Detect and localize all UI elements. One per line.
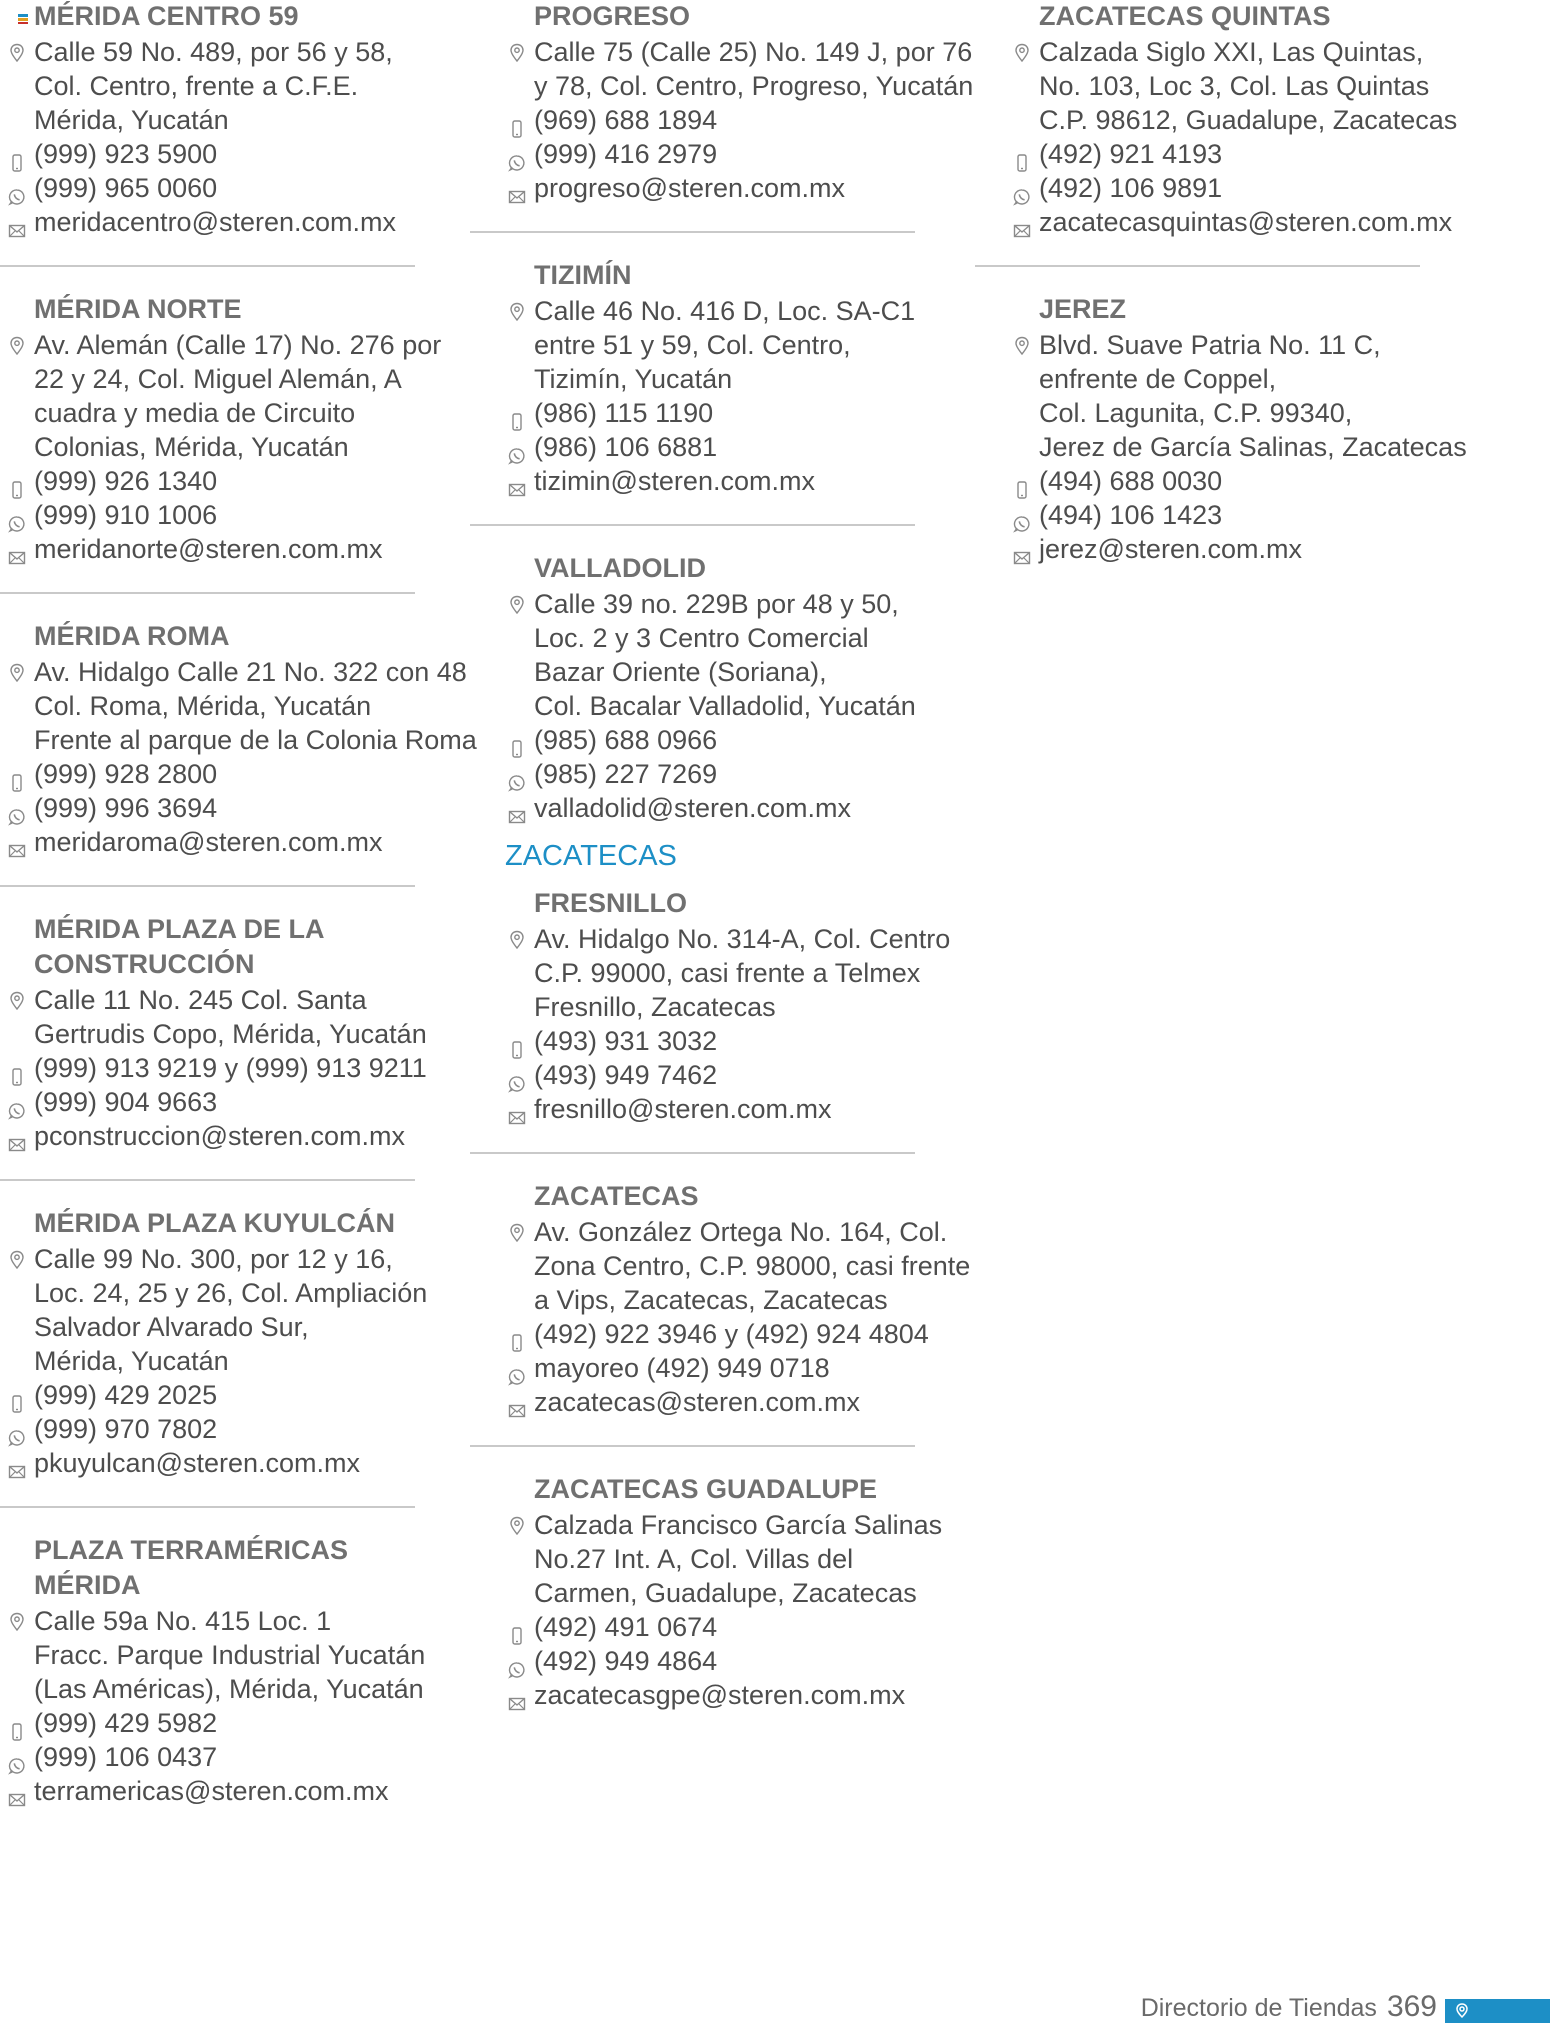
email-icon: [8, 1128, 26, 1146]
divider: [470, 1445, 915, 1447]
whatsapp-icon: [508, 1360, 526, 1378]
phone-number-text: (969) 688 1894: [534, 105, 718, 135]
phone-number-text: (999) 429 2025: [34, 1380, 218, 1410]
whatsapp-number-text: (986) 106 6881: [534, 432, 718, 462]
phone-number[interactable]: [34, 1378, 470, 1412]
phone-number-text: (493) 931 3032: [534, 1026, 718, 1056]
email-link[interactable]: [34, 205, 470, 239]
store-entry: [1005, 293, 1485, 566]
address-line: Calle 46 No. 416 D, Loc. SA-C1: [534, 296, 916, 326]
store-name: ZACATECAS: [534, 1181, 699, 1211]
store-entry: [500, 1180, 980, 1419]
address-line: Calle 59a No. 415 Loc. 1: [34, 1606, 332, 1636]
whatsapp-number-text: (999) 416 2979: [534, 139, 718, 169]
store-name: MÉRIDA PLAZA DE LA: [34, 914, 325, 944]
phone-number[interactable]: [534, 396, 980, 430]
phone-number[interactable]: [34, 1051, 470, 1085]
email-link[interactable]: [534, 791, 980, 825]
address-line: enfrente de Coppel,: [1039, 364, 1277, 394]
whatsapp-number-text: (999) 910 1006: [34, 500, 218, 530]
store-name: MÉRIDA CENTRO 59: [34, 1, 299, 31]
email-link-text: fresnillo@steren.com.mx: [534, 1094, 832, 1124]
whatsapp-number-text: (999) 904 9663: [34, 1087, 218, 1117]
whatsapp-number[interactable]: [534, 137, 980, 171]
store-name: MÉRIDA ROMA: [34, 621, 230, 651]
address-line: 22 y 24, Col. Miguel Alemán, A: [34, 364, 402, 394]
store-address: [534, 1508, 980, 1610]
location-pin-icon: [8, 663, 26, 683]
phone-number[interactable]: [1039, 464, 1485, 498]
store-entry: [500, 552, 980, 825]
email-link[interactable]: [1039, 205, 1485, 239]
address-line: Loc. 24, 25 y 26, Col. Ampliación: [34, 1278, 428, 1308]
address-line: Calle 11 No. 245 Col. Santa: [34, 985, 367, 1015]
phone-number[interactable]: [34, 1706, 470, 1740]
divider: [470, 1152, 915, 1154]
address-line: a Vips, Zacatecas, Zacatecas: [534, 1285, 888, 1315]
email-icon: [508, 1687, 526, 1705]
email-icon: [8, 1455, 26, 1473]
location-pin-icon: [508, 595, 526, 615]
store-name: MÉRIDA NORTE: [34, 294, 242, 324]
email-link-text: zacatecasquintas@steren.com.mx: [1039, 207, 1453, 237]
email-icon: [1013, 214, 1031, 232]
location-pin-icon: [508, 1223, 526, 1243]
phone-icon: [508, 112, 526, 130]
phone-number[interactable]: [534, 723, 980, 757]
whatsapp-number-text: (999) 106 0437: [34, 1742, 218, 1772]
address-line: Av. Hidalgo No. 314-A, Col. Centro: [534, 924, 951, 954]
address-line: Calle 39 no. 229B por 48 y 50,: [534, 589, 899, 619]
store-name: ZACATECAS GUADALUPE: [534, 1474, 877, 1504]
divider: [470, 231, 915, 233]
whatsapp-icon: [1013, 507, 1031, 525]
phone-number[interactable]: [34, 137, 470, 171]
address-line: Col. Centro, frente a C.F.E.: [34, 71, 359, 101]
address-line: Fracc. Parque Industrial Yucatán: [34, 1640, 426, 1670]
phone-number-text: (492) 921 4193: [1039, 139, 1223, 169]
store-address: [1039, 35, 1485, 137]
whatsapp-icon: [1013, 180, 1031, 198]
email-link[interactable]: [534, 464, 980, 498]
location-pin-icon: [1013, 336, 1031, 356]
phone-icon: [508, 1326, 526, 1344]
whatsapp-number-text: (494) 106 1423: [1039, 500, 1223, 530]
address-line: y 78, Col. Centro, Progreso, Yucatán: [534, 71, 974, 101]
page-footer: [1141, 1983, 1550, 2023]
address-line: (Las Américas), Mérida, Yucatán: [34, 1674, 424, 1704]
phone-number-text: (492) 491 0674: [534, 1612, 718, 1642]
location-pin-icon: [508, 43, 526, 63]
phone-icon: [8, 1715, 26, 1733]
column-1: [0, 0, 477, 1808]
location-pin-icon: [1453, 2002, 1471, 2020]
email-link[interactable]: [1039, 532, 1485, 566]
location-pin-icon: [8, 336, 26, 356]
address-line: Calle 59 No. 489, por 56 y 58,: [34, 37, 393, 67]
store-entry: [0, 913, 470, 1153]
address-line: Salvador Alvarado Sur,: [34, 1312, 309, 1342]
divider: [470, 524, 915, 526]
store-address: [534, 922, 980, 1024]
address-line: cuadra y media de Circuito: [34, 398, 356, 428]
phone-number-text: (999) 429 5982: [34, 1708, 218, 1738]
store-name: PLAZA TERRAMÉRICAS: [34, 1535, 348, 1565]
email-icon: [8, 214, 26, 232]
whatsapp-number[interactable]: [1039, 498, 1485, 532]
whatsapp-icon: [8, 180, 26, 198]
email-icon: [8, 834, 26, 852]
store-entry: [0, 1534, 470, 1808]
address-line: Fresnillo, Zacatecas: [534, 992, 776, 1022]
whatsapp-number-text: (492) 949 4864: [534, 1646, 718, 1676]
whatsapp-number[interactable]: [534, 430, 980, 464]
store-entry: [0, 620, 477, 859]
whatsapp-number-text: (985) 227 7269: [534, 759, 718, 789]
address-line: Colonias, Mérida, Yucatán: [34, 432, 349, 462]
location-pin-icon: [508, 930, 526, 950]
phone-icon: [508, 1033, 526, 1051]
location-pin-icon: [1013, 43, 1031, 63]
email-link-text: meridanorte@steren.com.mx: [34, 534, 383, 564]
store-entry: [0, 293, 470, 566]
divider: [0, 1506, 415, 1508]
phone-number[interactable]: [34, 464, 470, 498]
store-address: [34, 983, 470, 1051]
whatsapp-number[interactable]: [34, 1412, 470, 1446]
email-icon: [508, 180, 526, 198]
region-heading: ZACATECAS: [505, 840, 677, 872]
email-link[interactable]: [34, 532, 470, 566]
location-pin-icon: [8, 991, 26, 1011]
store-name-continued: CONSTRUCCIÓN: [34, 949, 255, 979]
phone-number[interactable]: [534, 1317, 980, 1351]
address-line: C.P. 98612, Guadalupe, Zacatecas: [1039, 105, 1458, 135]
phone-number-text: (494) 688 0030: [1039, 466, 1223, 496]
address-line: Zona Centro, C.P. 98000, casi frente: [534, 1251, 971, 1281]
address-line: Gertrudis Copo, Mérida, Yucatán: [34, 1019, 427, 1049]
email-icon: [508, 800, 526, 818]
phone-number-text: (999) 926 1340: [34, 466, 218, 496]
email-link[interactable]: [534, 1092, 980, 1126]
whatsapp-number[interactable]: [34, 171, 470, 205]
email-icon: [1013, 541, 1031, 559]
whatsapp-icon: [8, 1749, 26, 1767]
store-name: TIZIMÍN: [534, 260, 632, 290]
store-entry: [500, 887, 980, 1126]
footer-section-title: Directorio de Tiendas: [1140, 1994, 1377, 2022]
whatsapp-icon: [508, 1653, 526, 1671]
store-name: MÉRIDA PLAZA KUYULCÁN: [34, 1208, 395, 1238]
phone-icon: [8, 473, 26, 491]
phone-number-text: (985) 688 0966: [534, 725, 718, 755]
email-link-text: progreso@steren.com.mx: [534, 173, 846, 203]
divider: [0, 885, 415, 887]
phone-number[interactable]: [534, 1610, 980, 1644]
store-entry: [0, 1207, 470, 1480]
email-link[interactable]: [34, 825, 470, 859]
email-link-text: jerez@steren.com.mx: [1039, 534, 1302, 564]
address-line: Calzada Francisco García Salinas: [534, 1510, 943, 1540]
store-name: VALLADOLID: [534, 553, 706, 583]
phone-icon: [8, 1387, 26, 1405]
email-link-text: valladolid@steren.com.mx: [534, 793, 852, 823]
store-name: ZACATECAS QUINTAS: [1039, 1, 1331, 31]
location-pin-icon: [8, 43, 26, 63]
store-entry: [500, 259, 980, 498]
email-link[interactable]: [534, 1385, 980, 1419]
address-line: Av. González Ortega No. 164, Col.: [534, 1217, 948, 1247]
email-icon: [508, 1394, 526, 1412]
whatsapp-icon: [508, 766, 526, 784]
store-address: [34, 35, 470, 137]
store-entry: [500, 1473, 980, 1712]
address-line: Carmen, Guadalupe, Zacatecas: [534, 1578, 917, 1608]
address-line: No. 103, Loc 3, Col. Las Quintas: [1039, 71, 1430, 101]
whatsapp-icon: [508, 146, 526, 164]
phone-icon: [508, 1619, 526, 1637]
email-icon: [8, 541, 26, 559]
store-address: [534, 1215, 980, 1317]
whatsapp-number-text: mayoreo (492) 949 0718: [534, 1353, 830, 1383]
address-line: Calzada Siglo XXI, Las Quintas,: [1039, 37, 1424, 67]
page-number: 369: [1386, 1990, 1437, 2023]
store-name: FRESNILLO: [534, 888, 687, 918]
divider: [0, 1179, 415, 1181]
whatsapp-number-text: (493) 949 7462: [534, 1060, 718, 1090]
whatsapp-number[interactable]: [1039, 171, 1485, 205]
email-link[interactable]: [34, 1446, 470, 1480]
phone-number[interactable]: [1039, 137, 1485, 171]
phone-icon: [1013, 146, 1031, 164]
address-line: Calle 75 (Calle 25) No. 149 J, por 76: [534, 37, 973, 67]
email-link-text: meridaroma@steren.com.mx: [34, 827, 383, 857]
whatsapp-number[interactable]: [34, 498, 470, 532]
whatsapp-number[interactable]: [34, 1085, 470, 1119]
email-link-text: pconstruccion@steren.com.mx: [34, 1121, 406, 1151]
address-line: Col. Roma, Mérida, Yucatán: [34, 691, 372, 721]
whatsapp-number[interactable]: [34, 791, 470, 825]
column-2: [500, 0, 980, 1712]
phone-number[interactable]: [534, 103, 980, 137]
whatsapp-number[interactable]: [534, 1058, 980, 1092]
phone-icon: [1013, 473, 1031, 491]
email-link[interactable]: [534, 1678, 980, 1712]
store-entry: [0, 0, 470, 239]
address-line: Col. Bacalar Valladolid, Yucatán: [534, 691, 916, 721]
address-line: Blvd. Suave Patria No. 11 C,: [1039, 330, 1381, 360]
email-link[interactable]: [534, 171, 980, 205]
email-link[interactable]: [34, 1774, 470, 1808]
phone-number-text: (999) 913 9219 y (999) 913 9211: [34, 1053, 427, 1083]
divider: [0, 592, 415, 594]
phone-number-text: (999) 923 5900: [34, 139, 218, 169]
email-link[interactable]: [34, 1119, 470, 1153]
whatsapp-number[interactable]: [34, 1740, 470, 1774]
phone-icon: [8, 766, 26, 784]
address-line: Tizimín, Yucatán: [534, 364, 733, 394]
store-name: JEREZ: [1039, 294, 1127, 324]
phone-number-text: (492) 922 3946 y (492) 924 4804: [534, 1319, 929, 1349]
phone-number[interactable]: [534, 1024, 980, 1058]
phone-number-text: (999) 928 2800: [34, 759, 218, 789]
email-link-text: pkuyulcan@steren.com.mx: [34, 1448, 361, 1478]
phone-number-text: (986) 115 1190: [534, 398, 714, 428]
address-line: C.P. 99000, casi frente a Telmex: [534, 958, 921, 988]
address-line: Mérida, Yucatán: [34, 105, 229, 135]
divider: [975, 265, 1420, 267]
store-entry: [500, 0, 980, 205]
address-line: Av. Alemán (Calle 17) No. 276 por: [34, 330, 442, 360]
whatsapp-icon: [508, 1067, 526, 1085]
whatsapp-number-text: (999) 970 7802: [34, 1414, 218, 1444]
email-icon: [508, 473, 526, 491]
email-icon: [8, 1783, 26, 1801]
divider: [0, 265, 415, 267]
whatsapp-number-text: (999) 996 3694: [34, 793, 218, 823]
location-pin-icon: [8, 1250, 26, 1270]
footer-accent-bar: [1445, 1999, 1550, 2023]
store-address: [1039, 328, 1485, 464]
address-line: entre 51 y 59, Col. Centro,: [534, 330, 851, 360]
address-line: Mérida, Yucatán: [34, 1346, 229, 1376]
email-link-text: zacatecas@steren.com.mx: [534, 1387, 861, 1417]
email-icon: [508, 1101, 526, 1119]
location-pin-icon: [8, 1612, 26, 1632]
column-3: [1005, 0, 1485, 566]
store-name: PROGRESO: [534, 1, 691, 31]
whatsapp-number-text: (492) 106 9891: [1039, 173, 1223, 203]
whatsapp-icon: [508, 439, 526, 457]
store-address: [34, 328, 470, 464]
whatsapp-number[interactable]: [534, 1644, 980, 1678]
store-address: [34, 1242, 470, 1378]
store-address: [34, 655, 477, 757]
phone-icon: [508, 405, 526, 423]
location-pin-icon: [508, 302, 526, 322]
store-address: [534, 35, 980, 103]
email-link-text: meridacentro@steren.com.mx: [34, 207, 397, 237]
phone-icon: [508, 732, 526, 750]
whatsapp-icon: [8, 1421, 26, 1439]
store-name-continued: MÉRIDA: [34, 1570, 141, 1600]
phone-number[interactable]: [34, 757, 470, 791]
store-address: [534, 294, 980, 396]
phone-icon: [8, 1060, 26, 1078]
whatsapp-icon: [8, 1094, 26, 1112]
whatsapp-icon: [8, 800, 26, 818]
address-line: Calle 99 No. 300, por 12 y 16,: [34, 1244, 393, 1274]
phone-icon: [8, 146, 26, 164]
email-link-text: zacatecasgpe@steren.com.mx: [534, 1680, 906, 1710]
address-line: Col. Lagunita, C.P. 99340,: [1039, 398, 1353, 428]
address-line: Bazar Oriente (Soriana),: [534, 657, 827, 687]
whatsapp-number[interactable]: [534, 757, 980, 791]
whatsapp-icon: [8, 507, 26, 525]
store-address: [534, 587, 980, 723]
email-link-text: terramericas@steren.com.mx: [34, 1776, 389, 1806]
address-line: Jerez de García Salinas, Zacatecas: [1039, 432, 1467, 462]
address-line: Loc. 2 y 3 Centro Comercial: [534, 623, 869, 653]
address-line: Frente al parque de la Colonia Roma: [34, 725, 477, 755]
address-line: Av. Hidalgo Calle 21 No. 322 con 48: [34, 657, 467, 687]
address-line: No.27 Int. A, Col. Villas del: [534, 1544, 854, 1574]
store-address: [34, 1604, 470, 1706]
email-link-text: tizimin@steren.com.mx: [534, 466, 815, 496]
whatsapp-number-text: (999) 965 0060: [34, 173, 218, 203]
location-pin-icon: [508, 1516, 526, 1536]
store-entry: [1005, 0, 1485, 239]
whatsapp-number[interactable]: [534, 1351, 980, 1385]
